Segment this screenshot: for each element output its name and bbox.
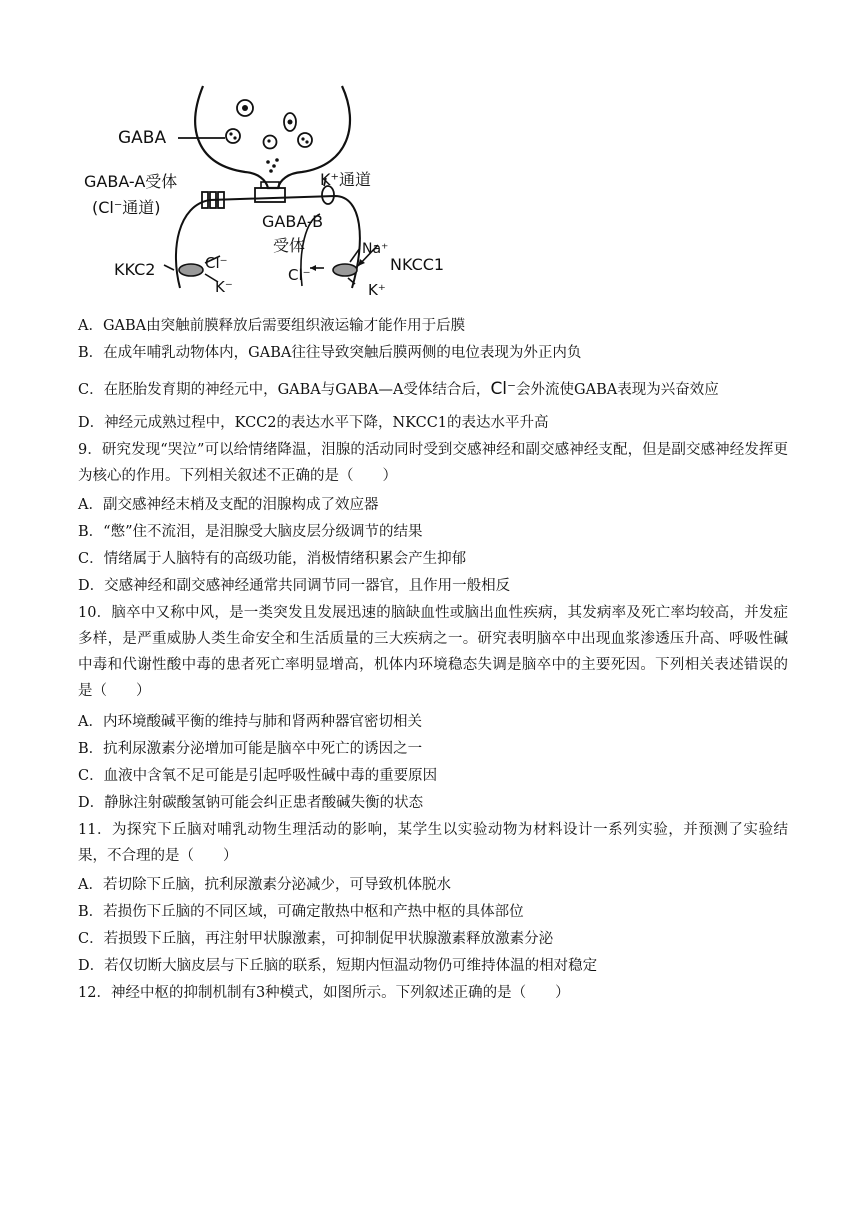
label-na-right: Na⁺ xyxy=(362,241,389,257)
q9-option-d: D．交感神经和副交感神经通常共同调节同一器官，且作用一般相反 xyxy=(78,578,511,594)
label-gaba-b: GABA-B xyxy=(262,212,324,231)
label-kcc2: KKC2 xyxy=(114,260,156,279)
q10-option-d: D．静脉注射碳酸氢钠可能会纠正患者酸碱失衡的状态 xyxy=(78,795,424,811)
q8-option-c-cl: Cl⁻ xyxy=(490,379,517,399)
q11-option-c: C．若损毁下丘脑，再注射甲状腺激素，可抑制促甲状腺激素释放激素分泌 xyxy=(78,931,554,947)
q12-stem: 12．神经中枢的抑制机制有3种模式，如图所示。下列叙述正确的是（ ） xyxy=(78,985,570,1001)
q11-option-d: D．若仅切断大脑皮层与下丘脑的联系，短期内恒温动物仍可维持体温的相对稳定 xyxy=(78,958,598,974)
q10-option-c: C．血液中含氧不足可能是引起呼吸性碱中毒的重要原因 xyxy=(78,768,438,784)
label-k-right: K⁺ xyxy=(368,281,386,299)
postsynaptic-membrane xyxy=(176,196,360,288)
label-gaba: GABA xyxy=(118,128,167,148)
label-cl-channel: (Cl⁻通道) xyxy=(92,198,161,217)
q9-option-c: C．情绪属于人脑特有的高级功能，消极情绪积累会产生抑郁 xyxy=(78,551,467,567)
q8-option-c-pre: C．在胚胎发育期的神经元中，GABA与GABA—A受体结合后， xyxy=(78,382,491,398)
label-gaba-b-receptor: 受体 xyxy=(273,236,306,255)
label-cl-right: Cl⁻ xyxy=(288,266,311,284)
label-cl-left: Cl⁻ xyxy=(205,254,228,272)
q9-option-a: A．副交感神经末梢及支配的泪腺构成了效应器 xyxy=(78,497,379,513)
synapse-figure xyxy=(70,70,470,310)
label-k-channel: K⁺通道 xyxy=(320,170,371,189)
synapse-diagram xyxy=(70,70,470,310)
q11-stem: 11．为探究下丘脑对哺乳动物生理活动的影响，某学生以实验动物为材料设计一系列实验，并预测了实验结果，不合理的是（ ） xyxy=(78,822,788,864)
q8-option-b: B．在成年哺乳动物体内，GABA往往导致突触后膜两侧的电位表现为外正内负 xyxy=(78,345,582,361)
label-k-left: K⁻ xyxy=(215,278,233,296)
q11-option-a: A．若切除下丘脑，抗利尿激素分泌减少，可导致机体脱水 xyxy=(78,877,451,893)
q10-option-a: A．内环境酸碱平衡的维持与肺和肾两种器官密切相关 xyxy=(78,714,422,730)
q8-option-c-post: 会外流使GABA表现为兴奋效应 xyxy=(516,382,719,398)
q9-option-b: B．“憋”住不流泪，是泪腺受大脑皮层分级调节的结果 xyxy=(78,524,423,540)
q10-option-b: B．抗利尿激素分泌增加可能是脑卒中死亡的诱因之一 xyxy=(78,741,423,757)
q11-option-b: B．若损伤下丘脑的不同区域，可确定散热中枢和产热中枢的具体部位 xyxy=(78,904,524,920)
q8-option-a: A．GABA由突触前膜释放后需要组织液运输才能作用于后膜 xyxy=(78,318,466,334)
q8-option-c xyxy=(78,379,719,400)
q9-stem: 9．研究发现“哭泣”可以给情绪降温，泪腺的活动同时受到交感神经和副交感神经支配，但是副交感神经发挥更为核心的作用。下列相关叙述不正确的是（ ） xyxy=(78,442,788,484)
q10-stem: 10．脑卒中又称中风，是一类突发且发展迅速的脑缺血性或脑出血性疾病，其发病率及死亡率均较高，并发症多样，是严重威胁人类生命安全和生活质量的三大疾病之一。研究表明脑卒中出现血浆渗透压升高、呼吸性碱中毒和代谢性酸中毒的患者死亡率明显增高，机体内环境稳态失调是脑卒中的主要死因。下列相关表述错误的是（ ） xyxy=(78,605,788,699)
q8-option-d: D．神经元成熟过程中，KCC2的表达水平下降，NKCC1的表达水平升高 xyxy=(78,415,549,431)
label-nkcc1: NKCC1 xyxy=(390,255,445,274)
label-gaba-a-receptor: GABA-A受体 xyxy=(84,172,178,191)
